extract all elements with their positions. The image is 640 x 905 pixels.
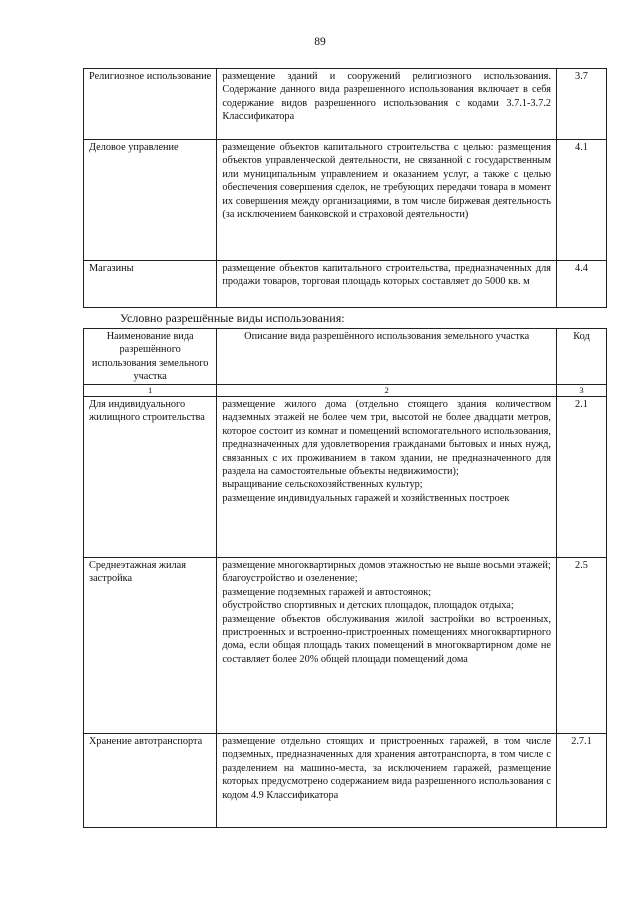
column-header-code: Код [556,329,606,385]
use-description [217,397,557,558]
description-line: выращивание сельскохозяйственных культур; [222,479,423,491]
permitted-uses-table-continued [83,68,607,308]
description-line: обустройство спортивных и детских площадок, площадок отдыха; [222,600,514,612]
column-header-name: Наименование вида разрешённого использования земельного участка [84,329,217,385]
column-numbers-row [84,385,607,397]
description-line: размещение объектов обслуживания жилой застройки во встроенных, пристроенных и встроенно-пристроенных помещениях многоквартирного дома, если общая площадь таких помещений в многоквартирном доме не составляет более 20% общей площади помещений дома [222,613,551,665]
table-row [84,734,607,828]
use-code: 2.1 [556,397,606,558]
table-row [84,69,607,140]
description-line: размещение жилого дома (отдельно стоящего здания количеством надземных этажей не более чем три, высотой не более двадцати метров, которое состоит из комнат и помещений вспомогательного использования, предназначенных для удовлетворения гражданами бытовых и иных нужд, связанных с их проживанием в таком здании, не предназначенного для раздела на самостоятельные объекты недвижимости); [222,399,551,478]
use-name: Хранение автотранспорта [84,734,217,828]
conditionally-permitted-uses-table [83,328,607,828]
column-number: 2 [217,385,557,397]
table-row [84,397,607,558]
use-name: Среднеэтажная жилая застройка [84,558,217,734]
description-line: размещение индивидуальных гаражей и хозяйственных построек [222,492,510,504]
use-description [217,734,557,828]
description-line: размещение отдельно стоящих и пристроенных гаражей, в том числе подземных, предназначенных для хранения автотранспорта, в том числе с разделением на машино-места, за исключением гаражей, размещение которых предусмотрено содержанием вида разрешенного использования с кодом 4.9 Классификатора [222,736,551,801]
use-code: 2.7.1 [556,734,606,828]
description-line: благоустройство и озеленение; [222,573,358,585]
section-title: Условно разрешённые виды использования: [120,311,345,325]
description-line: размещение подземных гаражей и автостоянок; [222,586,432,598]
use-description [217,261,557,308]
use-name: Магазины [84,261,217,308]
column-number: 3 [556,385,606,397]
table-row [84,140,607,261]
use-description [217,140,557,261]
table-row [84,558,607,734]
use-code: 2.5 [556,558,606,734]
use-description [217,69,557,140]
column-number: 1 [84,385,217,397]
table-header-row [84,329,607,385]
use-name: Для индивидуального жилищного строительства [84,397,217,558]
table-row [84,261,607,308]
use-code: 4.4 [556,261,606,308]
column-header-description: Описание вида разрешённого использования земельного участка [217,329,557,385]
description-line: размещение объектов капитального строительства с целью: размещения объектов управленческой деятельности, не связанной с государственным или муниципальным управлением и оказанием услуг, а также с целью обеспечения совершения сделок, не требующих передачи товара в момент их совершения между организациями, в том числе биржевая деятельность (за исключением банковской и страховой деятельности) [222,142,551,221]
description-line: размещение объектов капитального строительства, предназначенных для продажи товаров, торговая площадь которых составляет до 5000 кв. м [222,263,551,288]
use-code: 3.7 [556,69,606,140]
use-name: Религиозное использование [84,69,217,140]
description-line: размещение многоквартирных домов этажностью не выше восьми этажей; [222,560,551,571]
use-code: 4.1 [556,140,606,261]
use-description [217,558,557,734]
use-name: Деловое управление [84,140,217,261]
description-line: размещение зданий и сооружений религиозного использования. Содержание данного вида разрешенного использования включает в себя содержание видов разрешенного использования с кодами 3.7.1-3.7.2 Классификатора [222,71,551,123]
page-number: 89 [314,36,326,48]
